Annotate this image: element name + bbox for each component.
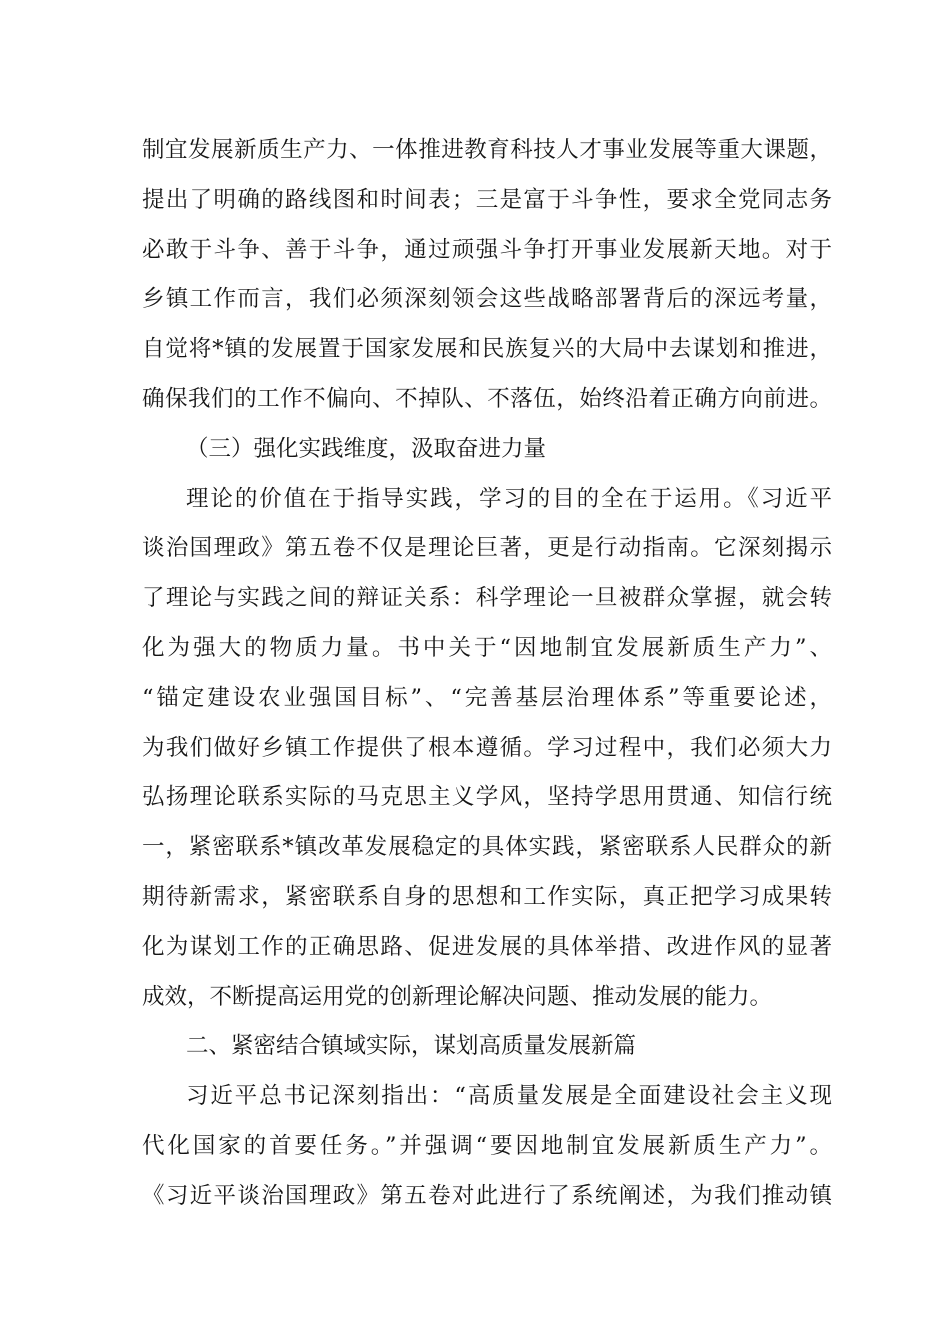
text-line: 《习近平谈治国理政》第五卷对此进行了系统阐述，为我们推动镇 <box>142 1182 832 1209</box>
section-heading: （三）强化实践维度，汲取奋进力量 <box>186 435 547 462</box>
text-line: 谈治国理政》第五卷不仅是理论巨著，更是行动指南。它深刻揭示 <box>142 535 832 562</box>
text-line: 乡镇工作而言，我们必须深刻领会这些战略部署背后的深远考量， <box>142 286 832 313</box>
text-line: 为我们做好乡镇工作提供了根本遵循。学习过程中，我们必须大力 <box>142 734 832 761</box>
text-line: 必敢于斗争、善于斗争，通过顽强斗争打开事业发展新天地。对于 <box>142 236 832 263</box>
text-line: 了理论与实践之间的辩证关系：科学理论一旦被群众掌握，就会转 <box>142 585 832 612</box>
text-line: 成效，不断提高运用党的创新理论解决问题、推动发展的能力。 <box>142 983 773 1010</box>
text-line: 化为谋划工作的正确思路、促进发展的具体举措、改进作风的显著 <box>142 933 832 960</box>
text-line: 确保我们的工作不偏向、不掉队、不落伍，始终沿着正确方向前进。 <box>142 385 832 412</box>
text-line: 期待新需求，紧密联系自身的思想和工作实际，真正把学习成果转 <box>142 883 832 910</box>
text-line: “锚定建设农业强国目标”、“完善基层治理体系”等重要论述， <box>142 684 832 711</box>
text-line: 自觉将*镇的发展置于国家发展和民族复兴的大局中去谋划和推进， <box>142 336 832 363</box>
text-line: 制宜发展新质生产力、一体推进教育科技人才事业发展等重大课题， <box>142 137 832 163</box>
text-line: 化为强大的物质力量。书中关于“因地制宜发展新质生产力”、 <box>142 634 832 661</box>
text-line: 代化国家的首要任务。”并强调“要因地制宜发展新质生产力”。 <box>142 1132 832 1159</box>
text-line: 提出了明确的路线图和时间表；三是富于斗争性，要求全党同志务 <box>142 186 832 213</box>
text-line: 弘扬理论联系实际的马克思主义学风，坚持学思用贯通、知信行统 <box>142 784 832 811</box>
document-page-body <box>142 126 832 1222</box>
text-line: 理论的价值在于指导实践，学习的目的全在于运用。《习近平 <box>186 485 832 512</box>
text-line: 习近平总书记深刻指出：“高质量发展是全面建设社会主义现 <box>186 1083 832 1110</box>
text-line: 一，紧密联系*镇改革发展稳定的具体实践，紧密联系人民群众的新 <box>142 834 832 861</box>
section-heading: 二、紧密结合镇域实际，谋划高质量发展新篇 <box>186 1033 637 1060</box>
